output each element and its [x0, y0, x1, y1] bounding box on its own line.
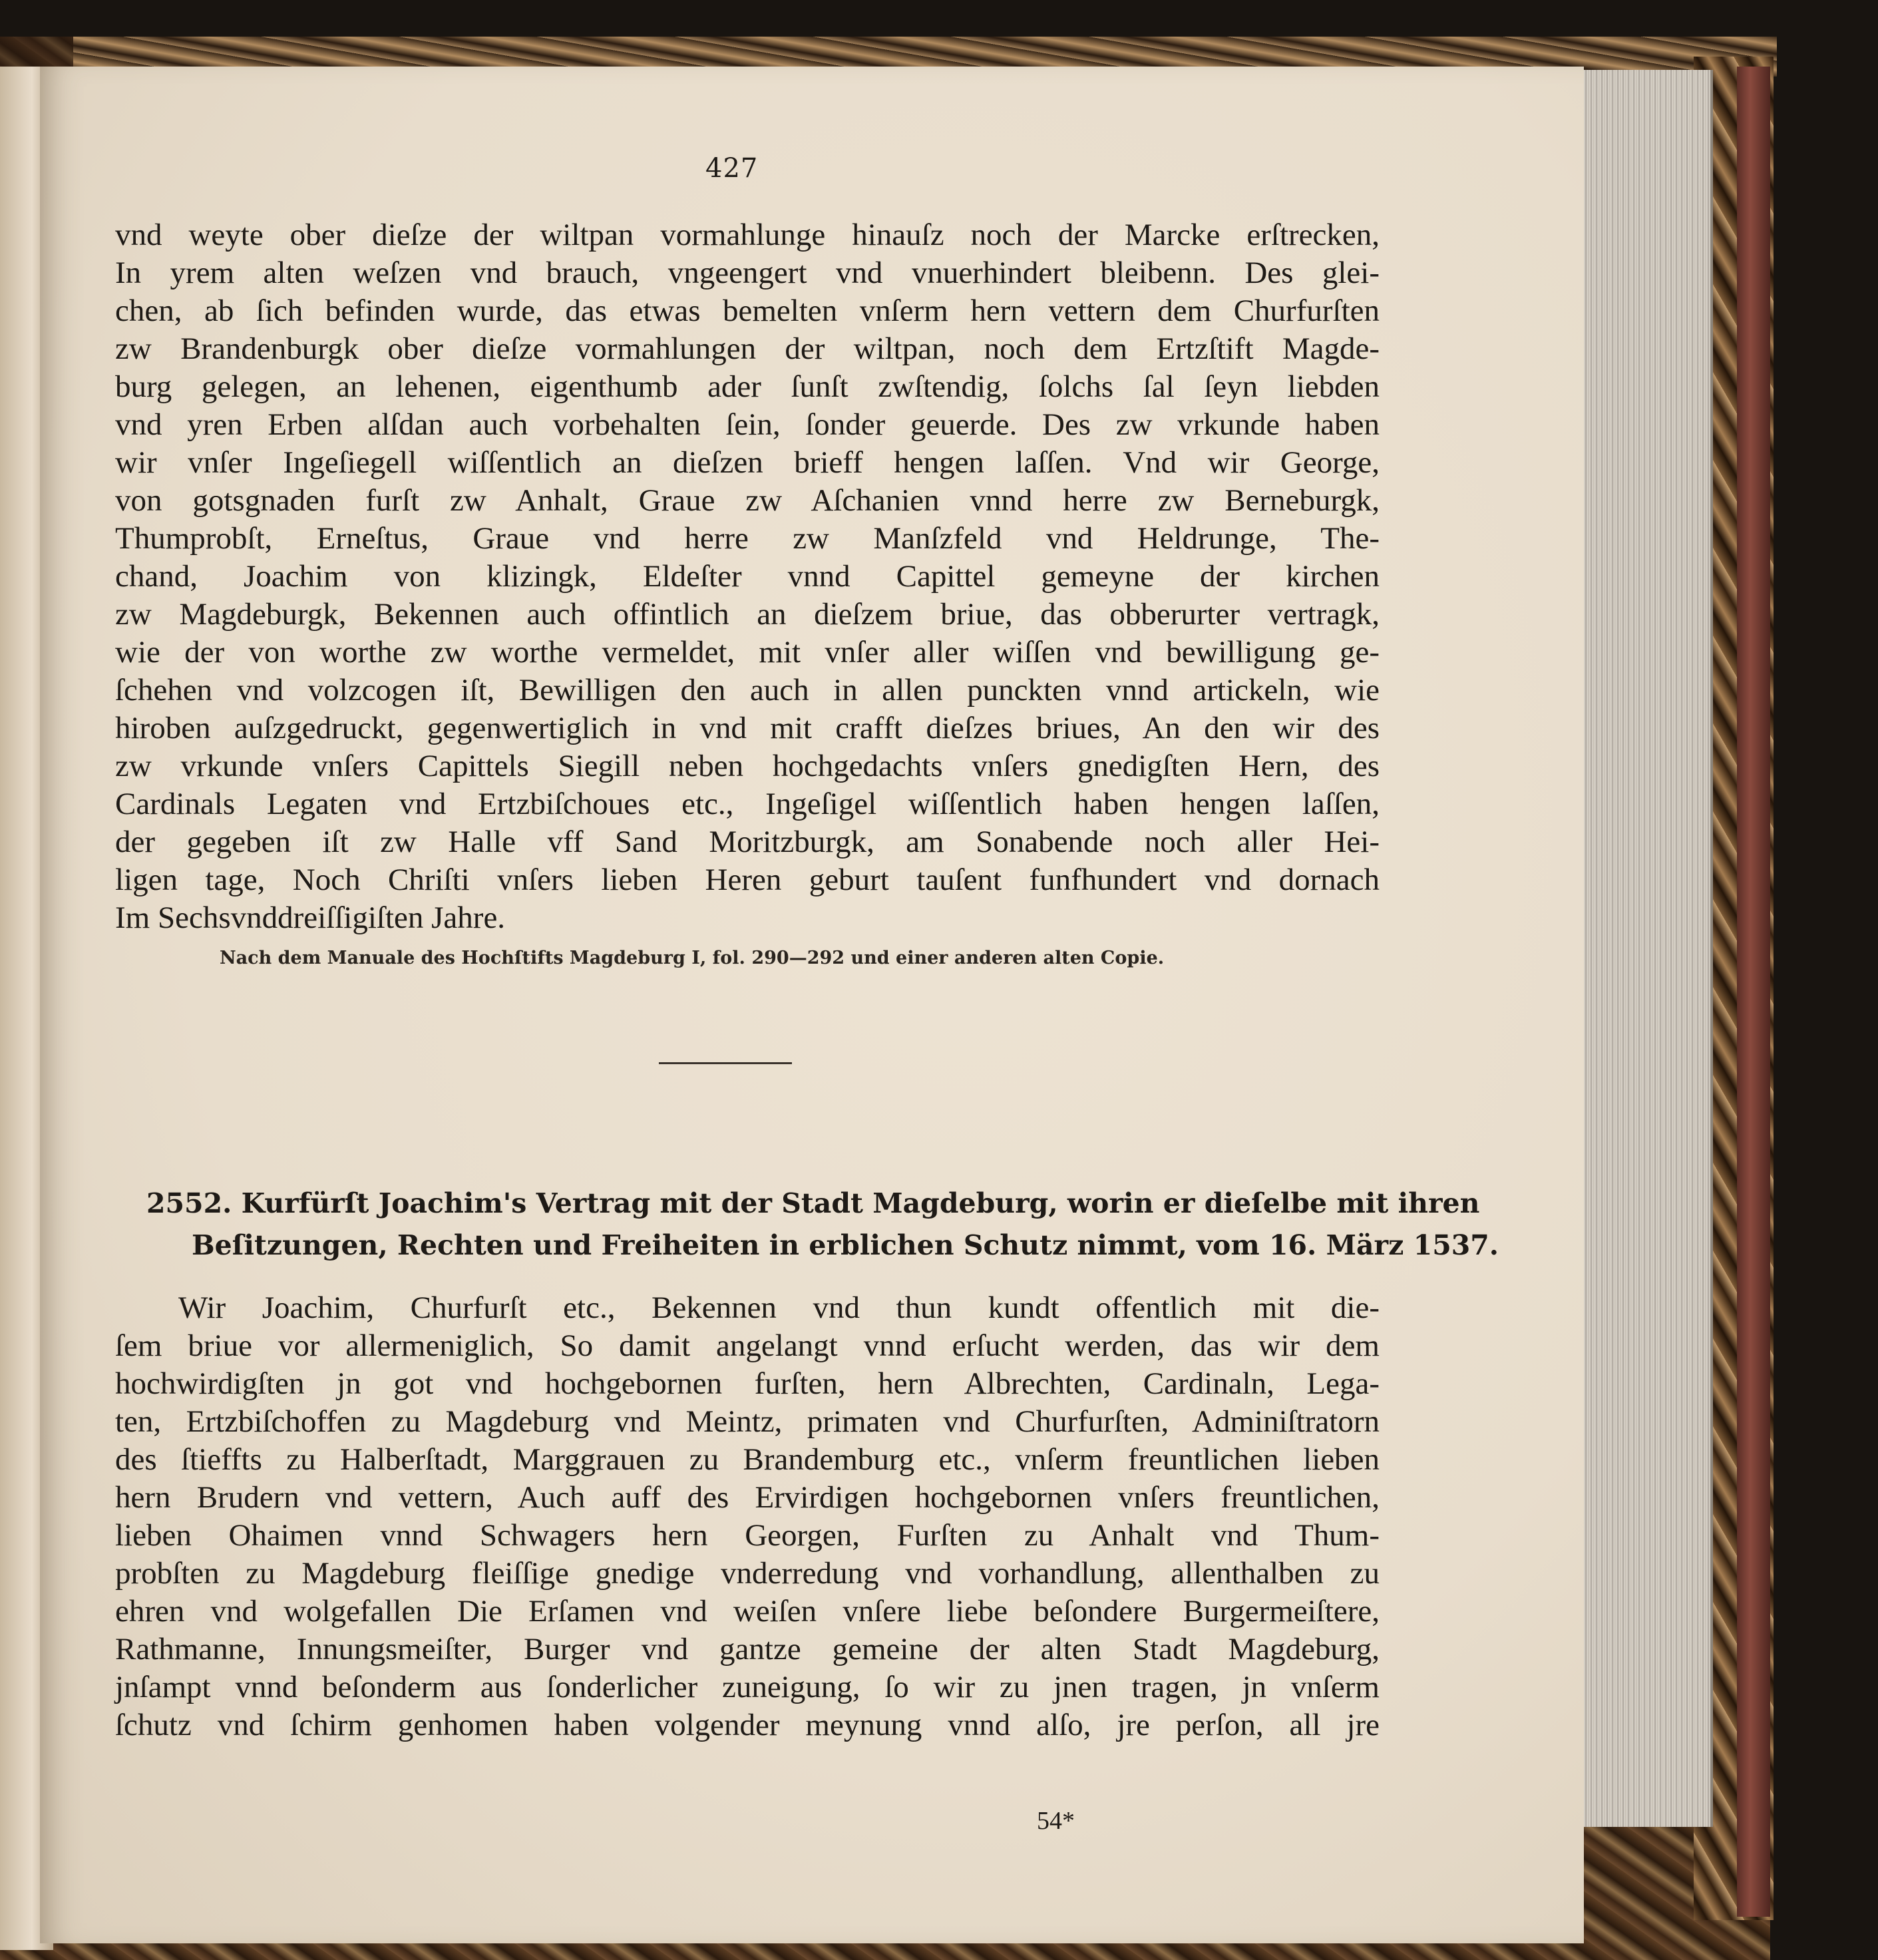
- heading-line-1: 2552. Kurfürſt Joachim's Vertrag mit der Stadt Magdeburg, worin er dieſelbe mit ihren: [146, 1187, 1480, 1219]
- text-line: jnſampt vnnd beſonderm aus ſonderlicher zuneigung, ſo wir zu jnen tragen, jn vnſerm: [115, 1670, 1380, 1704]
- section1-text: [115, 216, 1380, 937]
- text-line: von gotsgnaden furſt zw Anhalt, Graue zw Aſchanien vnnd herre zw Berneburgk,: [115, 483, 1380, 518]
- text-line: probſten zu Magdeburg fleiſſige gnedige vnderredung vnd vorhandlung, allenthalben zu: [115, 1556, 1380, 1591]
- text-line: der gegeben iſt zw Halle vff Sand Moritzburgk, am Sonabende noch aller Hei-: [115, 825, 1380, 859]
- sheet-signature: 54*: [1037, 1807, 1075, 1835]
- text-line: wir vnſer Ingeſiegell wiſſentlich an dieſzen brieff hengen laſſen. Vnd wir George,: [115, 445, 1380, 480]
- book-binding-cloth: [1737, 67, 1770, 1917]
- text-line: vnd yren Erben alſdan auch vorbehalten ſein, ſonder geuerde. Des zw vrkunde haben: [115, 407, 1380, 442]
- text-line: hern Brudern vnd vettern, Auch auff des Ervirdigen hochgebornen vnſers freuntlichen,: [115, 1480, 1380, 1515]
- text-line: hochwirdigſten jn got vnd hochgebornen furſten, hern Albrechten, Cardinaln, Lega-: [115, 1366, 1380, 1401]
- text-line: des ſtieffts zu Halberſtadt, Marggrauen zu Brandemburg etc., vnſerm freuntlichen lieben: [115, 1442, 1380, 1477]
- text-line: hiroben auſzgedruckt, gegenwertiglich in vnd mit crafft dieſzes briues, An den wir des: [115, 711, 1380, 745]
- text-line: Wir Joachim, Churfurſt etc., Bekennen vnd thun kundt offentlich mit die-: [178, 1290, 1380, 1325]
- text-line: In yrem alten weſzen vnd brauch, vngeengert vnd vnuerhindert bleibenn. Des glei-: [115, 256, 1380, 290]
- text-line: wie der von worthe zw worthe vermeldet, mit vnſer aller wiſſen vnd bewilligung ge-: [115, 635, 1380, 670]
- text-line: ligen tage, Noch Chriſti vnſers lieben Heren geburt tauſent funfhundert vnd dornach: [115, 863, 1380, 897]
- heading-line-2: Beſitzungen, Rechten und Freiheiten in erblichen Schutz nimmt, vom 16. März 1537.: [192, 1229, 1499, 1261]
- text-line: burg gelegen, an lehenen, eigenthumb ader ſunſt zwſtendig, ſolchs ſal ſeyn liebden: [115, 369, 1380, 404]
- book-page: [40, 67, 1584, 1943]
- text-line: zw Magdeburgk, Bekennen auch offintlich an dieſzem briue, das obberurter vertragk,: [115, 597, 1380, 632]
- text-line: Im Sechsvnddreiſſigiſten Jahre.: [115, 900, 506, 935]
- section-divider: [659, 1062, 792, 1064]
- text-line: ſchutz vnd ſchirm genhomen haben volgender meynung vnnd alſo, jre perſon, all jre: [115, 1708, 1380, 1742]
- text-line: zw vrkunde vnſers Capittels Siegill neben hochgedachts vnſers gnedigſten Hern, des: [115, 749, 1380, 783]
- page-number: 427: [705, 153, 759, 184]
- text-line: vnd weyte ober dieſze der wiltpan vormahlunge hinauſz noch der Marcke erſtrecken,: [115, 218, 1380, 252]
- text-line: Thumprobſt, Erneſtus, Graue vnd herre zw Manſzfeld vnd Heldrunge, The-: [115, 521, 1380, 556]
- text-line: zw Brandenburgk ober dieſze vormahlungen der wiltpan, noch dem Ertzſtift Magde-: [115, 331, 1380, 366]
- text-line: Cardinals Legaten vnd Ertzbiſchoues etc., Ingeſigel wiſſentlich haben hengen laſſen,: [115, 787, 1380, 821]
- section2-text: [115, 1289, 1380, 1744]
- text-line: chen, ab ſich befinden wurde, das etwas bemelten vnſerm hern vettern dem Churfurſten: [115, 294, 1380, 328]
- text-line: Rathmanne, Innungsmeiſter, Burger vnd gantze gemeine der alten Stadt Magdeburg,: [115, 1632, 1380, 1666]
- page-fore-edge: [1577, 70, 1713, 1827]
- document-heading: [146, 1183, 1499, 1267]
- text-line: chand, Joachim von klizingk, Eldeſter vnnd Capittel gemeyne der kirchen: [115, 559, 1380, 594]
- text-line: lieben Ohaimen vnnd Schwagers hern Georgen, Furſten zu Anhalt vnd Thum-: [115, 1518, 1380, 1553]
- text-line: ſem briue vor allermeniglich, So damit angelangt vnnd erſucht werden, das wir dem: [115, 1328, 1380, 1363]
- text-line: ſchehen vnd volzcogen iſt, Bewilligen den auch in allen punckten vnnd artickeln, wie: [115, 673, 1380, 707]
- source-note: Nach dem Manuale des Hochſtifts Magdeburg I, fol. 290—292 und einer anderen alten Copie.: [220, 948, 1165, 968]
- text-line: ten, Ertzbiſchoffen zu Magdeburg vnd Meintz, primaten vnd Churfurſten, Adminiſtratorn: [115, 1404, 1380, 1439]
- text-line: ehren vnd wolgefallen Die Erſamen vnd weiſen vnſere liebe beſondere Burgermeiſtere,: [115, 1594, 1380, 1629]
